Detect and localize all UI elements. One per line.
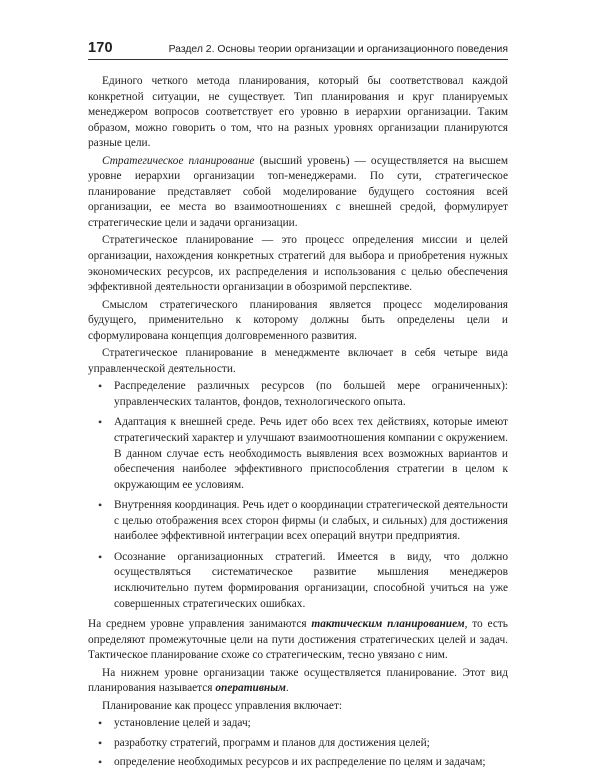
list-item: • Адаптация к внешней среде. Речь идет обо всех тех действиях, которые имеют стратегический характер и улучшают взаимоотношения компании с окружением. В данном случае есть необходимость выявления всех возможных вариантов и обеспечения наиболее эффективного приспособления стратегии в целом к окружающим ее условиям. — [114, 415, 508, 493]
list-item: • Осознание организационных стратегий. Имеется в виду, что должно осуществляться систематическое развитие мышления менеджеров исключительно путем формирования организации, способной учиться на уже совершенных стратегических ошибках. — [114, 550, 508, 612]
term-strategic-planning: Стратегическое планирование — [102, 154, 255, 167]
list-item: • Распределение различных ресурсов (по большей мере ограниченных): управленческих талантов, фондов, технологического опыта. — [114, 379, 508, 410]
strategic-activities-list — [88, 379, 508, 612]
page-number: 170 — [88, 40, 113, 56]
paragraph-four-types-intro: Стратегическое планирование в менеджменте включает в себя четыре вида управленческой деятельности. — [88, 347, 508, 375]
paragraph-strategic-definition — [88, 154, 508, 232]
running-head: Раздел 2. Основы теории организации и организационного поведения — [168, 44, 508, 55]
list-item: • Внутренняя координация. Речь идет о координации стратегической деятельности с целью отображения всех сторон фирмы (и слабых, и сильных) для достижения наиболее эффективной интеграции всех операций внутри предприятия. — [114, 498, 508, 545]
page-header — [88, 40, 508, 60]
paragraph-strategic-process: Стратегическое планирование — это процесс определения миссии и целей организации, нахождения конкретных стратегий для выбора и приобретения нужных экономических ресурсов, их распределения и использования с целью обеспечения эффективной деятельности организации в обозримой перспективе. — [88, 234, 508, 294]
paragraph-strategic-meaning: Смыслом стратегического планирования является процесс моделирования будущего, применительно к которому должны быть определены цели и сформулирована концепция долговременного развития. — [88, 298, 508, 342]
list-item: • установление целей и задач; — [114, 716, 508, 732]
paragraph-methods: Единого четкого метода планирования, который бы соответствовал каждой конкретной ситуации, не существует. Тип планирования и круг планируемых менеджером вопросов соответствует его уровню в иерархии организации. Таким образом, можно говорить о том, что на разных уровнях организации планируются разные цели. — [88, 75, 508, 150]
page-body — [88, 74, 508, 775]
term-tactical-planning: тактическим планированием — [311, 618, 465, 631]
term-operational: оперативным — [215, 682, 286, 695]
paragraph-planning-process: Планирование как процесс управления включает: — [102, 699, 343, 712]
paragraph-strategic-text: (высший уровень) — осуществляется на высшем уровне иерархии организации топ-менеджерами. По сути, стратегическое планирование представляет собой моделирование будущего состояния всей организации, ее места во взаимоотношениях с внешней средой, формулирует стратегические цели и задачи организации. — [88, 154, 509, 229]
paragraph-tactical: На среднем уровне управления занимаются тактическим планированием, то есть определяют промежуточные цели на пути достижения стратегических целей и задач. Тактическое планирование схоже со стратегическим, тесно увязано с ним. — [88, 618, 508, 662]
list-item: • разработку стратегий, программ и планов для достижения целей; — [114, 736, 508, 752]
paragraph-operational: На нижнем уровне организации также осуществляется планирование. Этот вид планирования называется оперативным. — [88, 666, 508, 695]
list-item: • определение необходимых ресурсов и их распределение по целям и задачам; — [114, 755, 508, 771]
planning-process-list — [88, 716, 508, 771]
